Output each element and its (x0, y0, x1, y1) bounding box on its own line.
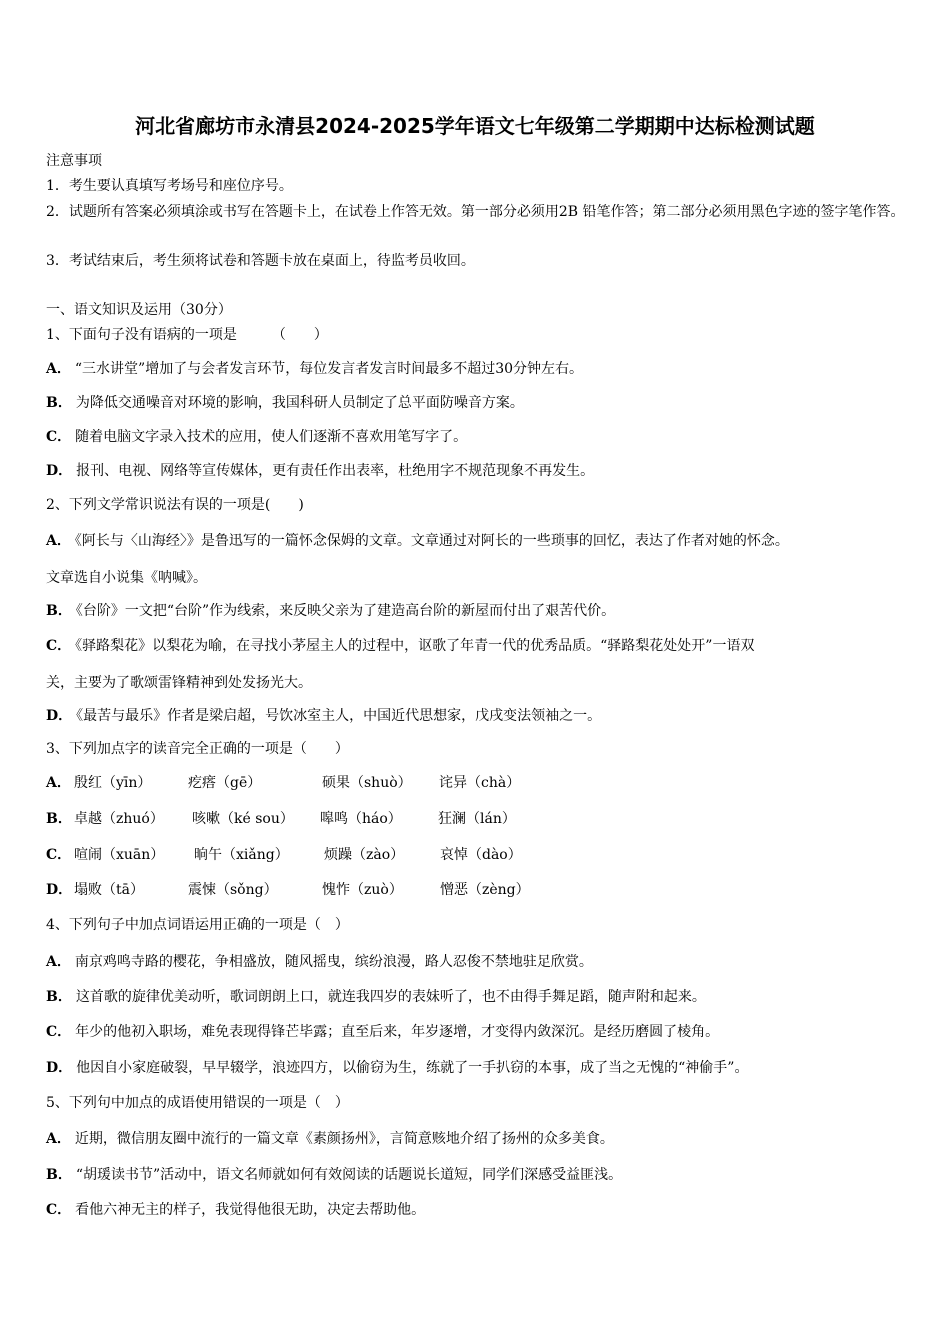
q2-option-a (46, 530, 908, 552)
q5-option-a (46, 1128, 908, 1150)
option-text: 《最苦与最乐》作者是梁启超，号饮冰室主人，中国近代思想家，戊戌变法领袖之一。 (76, 708, 602, 724)
q2-option-a-continued: 文章选自小说集《呐喊》。 (46, 570, 207, 586)
option-label: B． (46, 811, 72, 827)
option-label: B． (46, 989, 72, 1005)
q5-option-b (46, 1164, 908, 1186)
option-label: A． (46, 775, 71, 791)
option-label: D． (46, 708, 73, 724)
option-text: 他因自小家庭破裂，早早辍学，浪迹四方，以偷窃为生，练就了一手扒窃的本事，成了当之无愧的“神偷手”。 (76, 1060, 749, 1076)
notice-heading: 注意事项 (46, 153, 102, 169)
pinyin-item: 嗥鸣（háo） (320, 811, 402, 827)
q4-stem: 4、下列句子中加点词语运用正确的一项是（ ） (46, 917, 349, 933)
q3-option-d (46, 879, 908, 901)
q2-option-b (46, 600, 908, 622)
option-label: C． (46, 429, 72, 445)
q3-option-a (46, 772, 908, 794)
section-1-heading: 一、语文知识及运用（30分） (46, 302, 232, 318)
option-label: C． (46, 638, 72, 654)
option-label: A． (46, 533, 71, 549)
q2-stem: 2、下列文学常识说法有误的一项是( ) (46, 497, 304, 513)
q5-stem: 5、下列句中加点的成语使用错误的一项是（ ） (46, 1095, 349, 1111)
option-label: C． (46, 1202, 72, 1218)
q4-option-b (46, 986, 908, 1008)
option-label: B． (46, 1167, 72, 1183)
exam-title: 河北省廊坊市永清县2024-2025学年语文七年级第二学期期中达标检测试题 (135, 114, 815, 138)
pinyin-item: 喧闹（xuān） (74, 847, 165, 863)
pinyin-item: 烦躁（zào） (324, 847, 405, 863)
option-label: D． (46, 1060, 73, 1076)
option-text: “三水讲堂”增加了与会者发言环节，每位发言者发言时间最多不超过30分钟左右。 (74, 361, 584, 377)
option-text: “胡瑗读书节”活动中，语文名师就如何有效阅读的话题说长道短，同学们深感受益匪浅。 (75, 1167, 623, 1183)
q5-option-c (46, 1199, 908, 1221)
pinyin-item: 疙瘩（gē） (188, 775, 262, 791)
option-text: 这首歌的旋律优美动听，歌词朗朗上口，就连我四岁的表妹听了，也不由得手舞足蹈，随声附和起来。 (75, 989, 706, 1005)
option-text: 为降低交通噪音对环境的影响，我国科研人员制定了总平面防噪音方案。 (75, 395, 524, 411)
option-label: B． (46, 603, 72, 619)
option-text: 《阿长与〈山海经〉》是鲁迅写的一篇怀念保姆的文章。文章通过对阿长的一些琐事的回忆，表达了作者对她的怀念。 (74, 533, 789, 549)
option-text: 随着电脑文字录入技术的应用，使人们逐渐不喜欢用笔写字了。 (75, 429, 468, 445)
option-text: 近期，微信朋友圈中流行的一篇文章《素颜扬州》，言简意赅地介绍了扬州的众多美食。 (74, 1131, 614, 1147)
pinyin-item: 狂澜（lán） (438, 811, 516, 827)
option-label: C． (46, 847, 72, 863)
pinyin-item: 憎恶（zèng） (440, 882, 530, 898)
option-text: 看他六神无主的样子，我觉得他很无助，决定去帮助他。 (75, 1202, 426, 1218)
notice-item-3: 3．考试结束后，考生须将试卷和答题卡放在桌面上，待监考员收回。 (46, 253, 475, 269)
option-label: C． (46, 1024, 72, 1040)
pinyin-item: 硕果（shuò） (322, 775, 412, 791)
pinyin-item: 卓越（zhuó） (74, 811, 164, 827)
q2-option-c-continued: 关，主要为了歌颂雷锋精神到处发扬光大。 (46, 675, 312, 691)
notice-item-1: 1．考生要认真填写考场号和座位序号。 (46, 178, 293, 194)
pinyin-item: 殷红（yīn） (74, 775, 152, 791)
q4-option-c (46, 1021, 908, 1043)
option-text: 南京鸡鸣寺路的樱花，争相盛放，随风摇曳，缤纷浪漫，路人忍俊不禁地驻足欣赏。 (74, 954, 593, 970)
option-label: A． (46, 1131, 71, 1147)
pinyin-item: 晌午（xiǎng） (194, 847, 289, 863)
q3-option-b (46, 808, 908, 830)
option-text: 报刊、电视、网络等宣传媒体，更有责任作出表率，杜绝用字不规范现象不再发生。 (76, 463, 595, 479)
q1-stem: 1、下面句子没有语病的一项是 （ ） (46, 327, 328, 343)
q2-option-c (46, 635, 908, 657)
q1-option-b (46, 392, 908, 414)
pinyin-item: 愧怍（zuò） (322, 882, 403, 898)
notice-item-2: 2．试题所有答案必须填涂或书写在答题卡上，在试卷上作答无效。第一部分必须用2B 铅笔作答；第二部分必须用黑色字迹的签字笔作答。 (46, 204, 905, 220)
option-label: D． (46, 463, 73, 479)
option-label: A． (46, 361, 71, 377)
option-text: 《驿路梨花》以梨花为喻，在寻找小茅屋主人的过程中，讴歌了年青一代的优秀品质。“驿路梨花处处开”一语双 (75, 638, 755, 654)
pinyin-item: 塌败（tā） (74, 882, 144, 898)
option-text: 年少的他初入职场，难免表现得锋芒毕露；直至后来，年岁逐增，才变得内敛深沉。是经历磨圆了棱角。 (75, 1024, 720, 1040)
option-label: D． (46, 882, 73, 898)
q3-option-c (46, 844, 908, 866)
pinyin-item: 震悚（sǒng） (188, 882, 278, 898)
q1-option-d (46, 460, 908, 482)
q4-option-a (46, 951, 908, 973)
q3-stem: 3、下列加点字的读音完全正确的一项是（ ） (46, 741, 349, 757)
pinyin-item: 哀悼（dào） (440, 847, 522, 863)
q1-option-c (46, 426, 908, 448)
q1-option-a (46, 358, 908, 380)
option-label: A． (46, 954, 71, 970)
option-label: B． (46, 395, 72, 411)
q2-option-d (46, 705, 908, 727)
pinyin-item: 咳嗽（ké sou） (192, 811, 294, 827)
q4-option-d (46, 1057, 908, 1079)
option-text: 《台阶》一文把“台阶”作为线索，来反映父亲为了建造高台阶的新屋而付出了艰苦代价。 (75, 603, 616, 619)
pinyin-item: 诧异（chà） (439, 775, 521, 791)
